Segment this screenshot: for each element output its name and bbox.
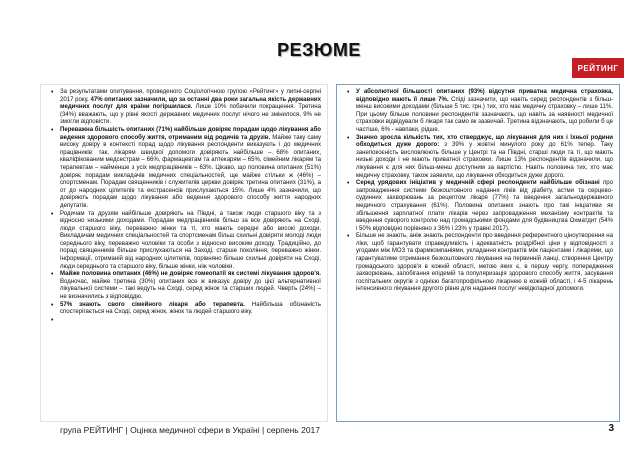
bullet-item: [60, 89, 321, 127]
right-column: [336, 84, 620, 422]
bullet-item: [60, 127, 321, 211]
bullet-bold-text: Серед урядових ініціатив у медичній сфері респонденти найбільше обізнані: [356, 180, 600, 187]
bullet-bold-text: 47% опитаних зазначили, що за останні два роки загальна якість державних медичних послуг для країни погіршилася.: [60, 96, 321, 111]
bullet-item: [60, 211, 321, 272]
bullet-bold-text: 57% знають свого сімейного лікаря або терапевта.: [60, 301, 245, 308]
bullet-post-text: Лише 10% побачили покращення. Третина (34%) вважають, що у рівні якості державних медичних послуг нічого не змінилося, 9% не змогли відповісти.: [60, 104, 321, 126]
bullet-post-text: про запровадження системи безкоштовного надання ліків від діабету, астми та серцево-судинних захворювань за рецептом лікаря (77%) та введення загальнодержавного медичного страхування (61%). Половина опитаних знають про такі ініціативи як збільшення зарплатної плати лікарів через запровадження механізму контрактів та введення суворого контролю над громадськими фондами для будівництва Охматдит (54% і 50% відповідно порівняно з 36% і 23% у травні 2017).: [356, 180, 613, 232]
footer-text: група РЕЙТИНГ | Оцінка медичної сфери в Україні | серпень 2017: [60, 425, 320, 435]
right-bullet-list: [347, 89, 613, 294]
bullet-item: [356, 135, 613, 181]
bullet-bold-text: У абсолютної більшості опитаних (93%) відсутня приватна медична страховка, відповідно мають її лише 7%.: [356, 89, 613, 103]
rating-logo: РЕЙТИНГ: [572, 58, 624, 78]
bullet-item: [356, 233, 613, 294]
bullet-pre-text: За результатами опитування, проведеного Соціологічною групою «Рейтинг» у липні-серпні 2017 року,: [60, 89, 321, 103]
bullet-item: [356, 89, 613, 135]
bullet-post-text: Спіді зазначити, що навіть серед респондентів з більш-менш високими доходами (більше 5 тис. грн.) тих, хто має медичну страховку – лише 11%. При цьому більше половини респондентів зазначають, що навіть за наявності медичної страховки відвідували б лікаря так само як зазвичай. Третина відзначають, що робили б це частіше, 6% - навпаки, рідше.: [356, 96, 613, 133]
bullet-post-text: Майже таку саму високу довіру в контексті порад щодо лікування респонденти виказують і до медичних працівників: так, лікарям швидкої допомоги довіряють найбільше – 68% опитаних, кваліфікованим медсестрам – 66%, фармацевтам та аптекарям – 65%, сімейним лікарям та терапевтам – найменше з усіх медпрацівників – 63%. Цікаво, що половина опитаних (51%) довіряє порадам викладачів медичних спеціальностей, ще майже стільки ж (46%) – спортсменам. Порадам священників і служителів церкви довіряє третина опитаних (31%), а от до народних цілителів та екстрасенсів прислухаються 15%. Лише 4% зазначили, що довіряють порадам щодо лікування або ведення здорового способу життя народних депутатів.: [60, 134, 321, 209]
bullet-item: [60, 271, 321, 301]
bullet-bold-text: Майже половина опитаних (46%) не довіряє гомеопатії як системі лікування здоров'я.: [60, 271, 321, 278]
bullet-item: [356, 180, 613, 233]
bullet-bold-text: Значно зросла кількість тих, хто стверджує, що лікування для них і їхньої родини обходиться дуже дорого:: [356, 134, 613, 149]
left-bullet-list: [51, 89, 321, 317]
bullet-post-text: Найбільша обізнаність спостерігається на Сході, серед жінок, жінок та людей старшого віку.: [60, 301, 321, 316]
bullet-bold-text: Переважна більшість опитаних (71%) найбільше довіряє порадам щодо лікування або ведення здорового способу життя, отриманим від родичів та друзів.: [60, 126, 321, 141]
bullet-pre-text: Родичам та друзям найбільше довіряють на Півдні, а також люди старшого віку та з відносно низькими доходами. Порадам медпрацівників більш за все довіряють на Сході, люди старшого віку, переважно жінки та ті, хто мають середні або високі доходи. Викладачам медичних спеціальностей та спортсменам більш схильні довіряти молоді люди середнього віку, переважно чоловіки та особи з відносно високим доходу. Традиційно, до порад священників більше прислухаються на Заході, старше покоління, переважно жінки. Інформації, отриманій від народних цілителів, порівняно більше схильні довіряти на Сході, люди середнього та старшого віку, більше жінки, ніж чоловіки.: [60, 210, 321, 270]
bullet-post-text: з 39% у жовтні минулого року до 61% тепер. Таку занепокоєність висловлюють більше у Центрі та на Півдні, старші люди та ті, що мають низькі доходи і не мають приватної страховки. Лише 13% респондентів відзначили, що лікування є для них більш-менш доступним за вартістю. Навіть половина тих, хто має медичну страховку, також заявили, що лікування обходиться дуже дорого.: [356, 142, 613, 179]
page-title: РЕЗЮМЕ: [277, 40, 361, 60]
page-number: 3: [608, 423, 614, 434]
bullet-item: [60, 302, 321, 317]
left-column: [40, 84, 328, 422]
bullet-post-text: Водночас, майже третина (30%) опитаних все ж виказує довіру до цієї альтернативної лікувальної системи – такі ведуть на Сході, серед жінок та старших людей. Чверть (24%) – не визначились з відповіддю.: [60, 278, 321, 301]
bullet-pre-text: Більше не знають, аніж знають респонденти про введення референтного ціноутворення на ліки, щоб гарантувати справедливість і адекватність роздрібної ціни у відповідності з угодами між МОЗ та фармкомпаніями, укладання контрактів між пацієнтами і лікарями, що гарантуватиме отримання безкоштовного лікування на первинній ланці, створення Центру громадського здоров'я в кожній області, метою яких є, в першу чергу, попередження захворювань, запобігання епідемій та популяризація здорового способу життя, засування госпітальних округів з однією багатопрофільною лікарнею в кожній області, і 4-5 лікарень інтенсивного лікування другого рівня для надання послуг невідкладної допомоги.: [356, 233, 613, 293]
